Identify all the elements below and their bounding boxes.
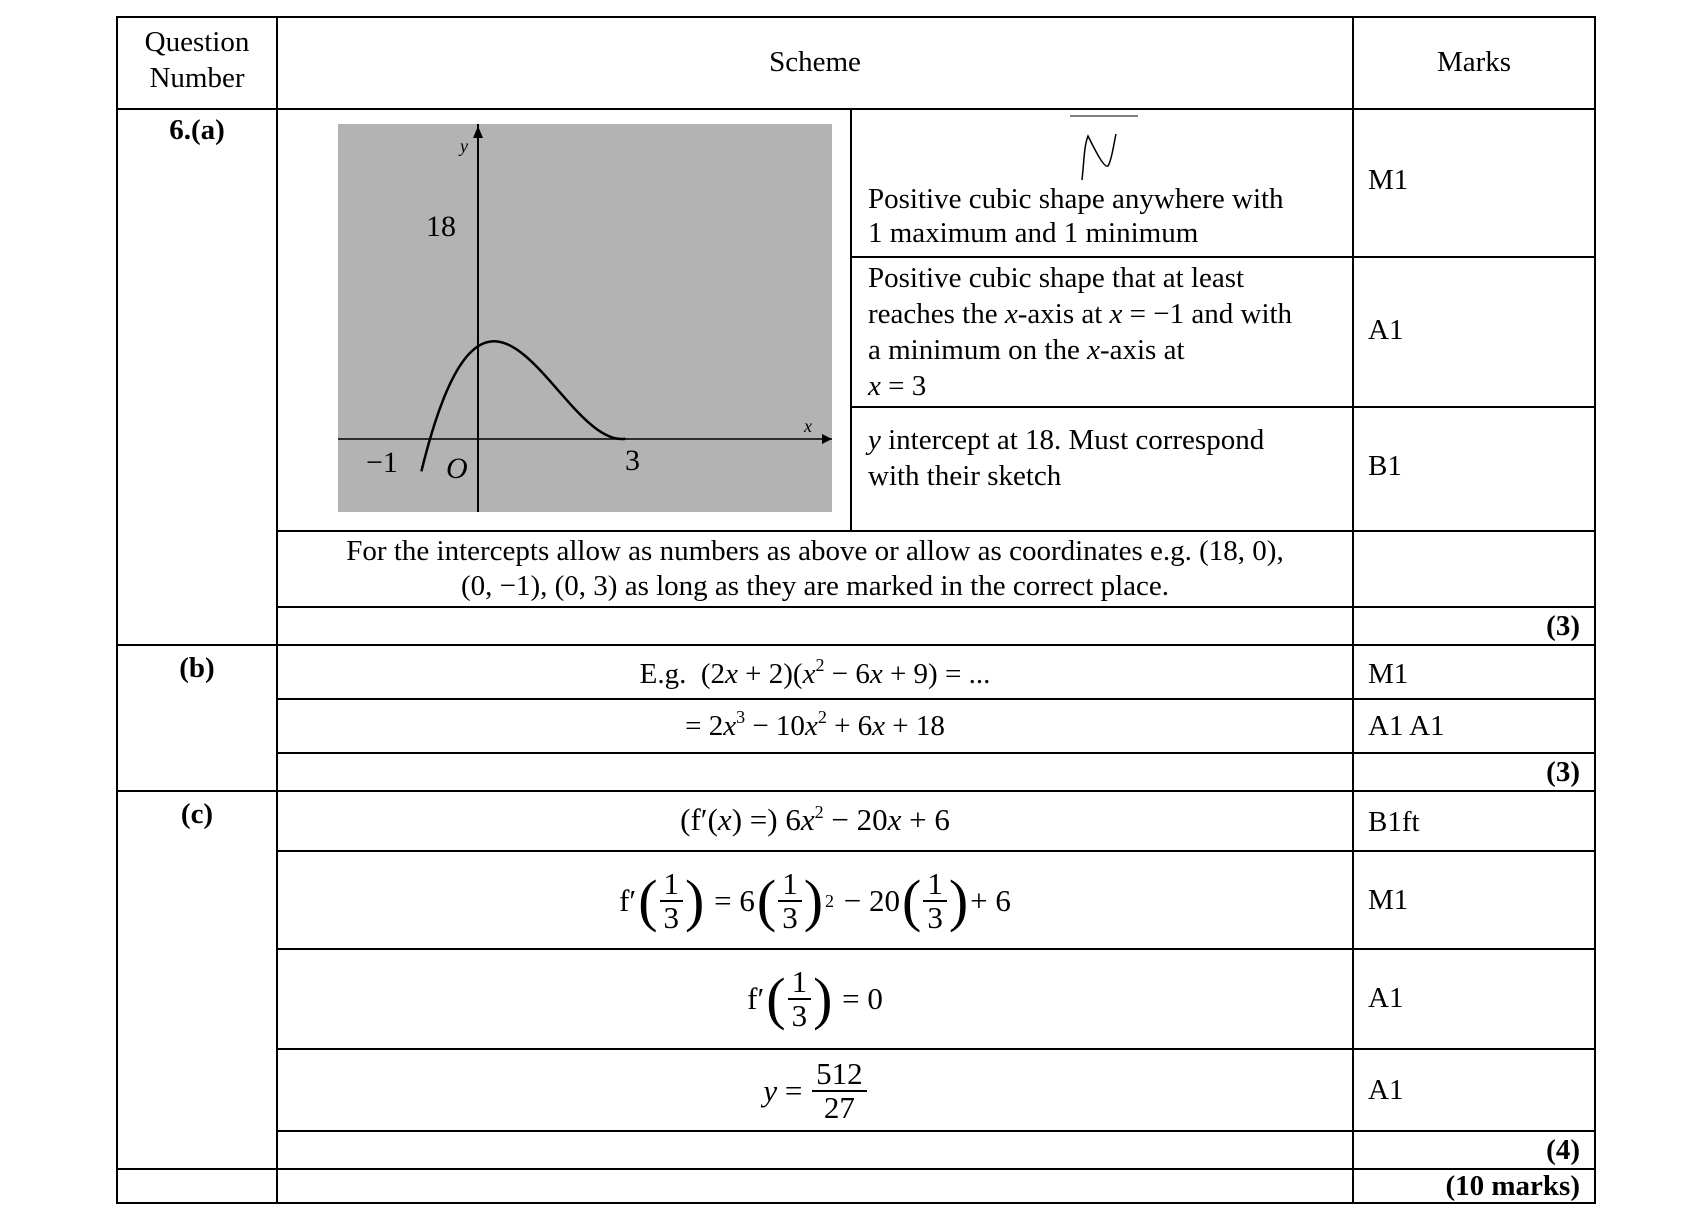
part-c-mark-1: B1ft	[1368, 806, 1420, 838]
part-a-criterion-3	[868, 422, 1264, 494]
part-b-expr-2: = $2x^3 - 10x^2 + 6x + 18$	[685, 707, 945, 742]
criterion-2-t3: = −1 and with	[1122, 298, 1293, 330]
part-c-mark-4: A1	[1368, 1074, 1404, 1106]
part-b-total: (3)	[1546, 756, 1580, 788]
mark-scheme-table	[116, 16, 1596, 1204]
part-a-mark-1: M1	[1368, 164, 1409, 196]
grand-total: (10 marks)	[1445, 1170, 1580, 1202]
criterion-2-t2: -axis at	[1017, 298, 1110, 330]
label-minus-1: −1	[366, 446, 398, 479]
header-question-number: Question Number	[144, 26, 250, 94]
part-a-total: (3)	[1546, 610, 1580, 642]
criterion-3-t1: intercept at 18. Must correspond	[880, 424, 1265, 456]
criterion-2-x3: x	[1087, 334, 1100, 366]
axis-label-x: x	[804, 416, 812, 436]
criterion-2-t5: -axis at	[1099, 334, 1185, 366]
part-b-expr-1: E.g. $(2x + 2)(x^2 - 6x + 9)$ = ...	[639, 655, 991, 690]
header-scheme: Scheme	[769, 46, 861, 78]
part-a-mark-3: B1	[1368, 450, 1402, 482]
part-c-mark-3: A1	[1368, 982, 1404, 1014]
sketch-background	[338, 124, 832, 512]
part-c-label: (c)	[180, 798, 214, 830]
criterion-2-t1: reaches the	[868, 298, 1005, 330]
part-c-expr-1: (f′(x) =) $6x^2 - 20x + 6$	[680, 802, 950, 837]
label-18: 18	[426, 210, 456, 243]
part-c-mark-2: M1	[1368, 884, 1409, 916]
label-3: 3	[625, 444, 640, 477]
criterion-2-x1: x	[1004, 298, 1018, 330]
criterion-2-t6: = 3	[880, 370, 927, 402]
part-b-mark-1: M1	[1368, 658, 1409, 690]
part-a-criterion-1: Positive cubic shape anywhere with 1 maximum and 1 minimum	[868, 183, 1284, 249]
part-a-criterion-2	[868, 260, 1292, 404]
part-b-label: (b)	[179, 652, 215, 684]
criterion-3-line-2: with their sketch	[868, 460, 1062, 492]
criterion-2-t4: a minimum on the	[868, 334, 1088, 366]
part-b-mark-2: A1 A1	[1368, 710, 1445, 742]
criterion-2-x2: x	[1109, 298, 1123, 330]
part-a-label: 6.(a)	[169, 114, 225, 146]
part-c-expr-4: y = $\frac{512}{27}$	[278, 1052, 1352, 1130]
handwritten-tick	[1066, 112, 1146, 192]
header-marks: Marks	[1436, 46, 1512, 78]
criterion-2-line-1: Positive cubic shape that at least	[868, 262, 1245, 294]
label-origin: O	[446, 452, 468, 485]
criterion-2-x4: x	[868, 370, 881, 402]
part-c-expr-3: f′ ( $\frac{1}{3}$ ) = 0	[747, 964, 883, 1033]
part-a-note: For the intercepts allow as numbers as above or allow as coordinates e.g. (18, 0), (0, −1), (0, 3) as long as they are marked in the correct place.	[346, 535, 1284, 602]
part-a-mark-2: A1	[1368, 314, 1404, 346]
axis-label-y: y	[460, 136, 468, 156]
part-c-total: (4)	[1546, 1134, 1580, 1166]
part-c-expr-2: f′ ( $\frac{1}{3}$ ) = 6 ( $\frac{1}{3}$ ) 2 − 20 ( $\frac{1}{3}$ ) + 6	[619, 866, 1011, 935]
cubic-sketch	[338, 124, 838, 520]
criterion-3-y: y	[868, 424, 881, 456]
